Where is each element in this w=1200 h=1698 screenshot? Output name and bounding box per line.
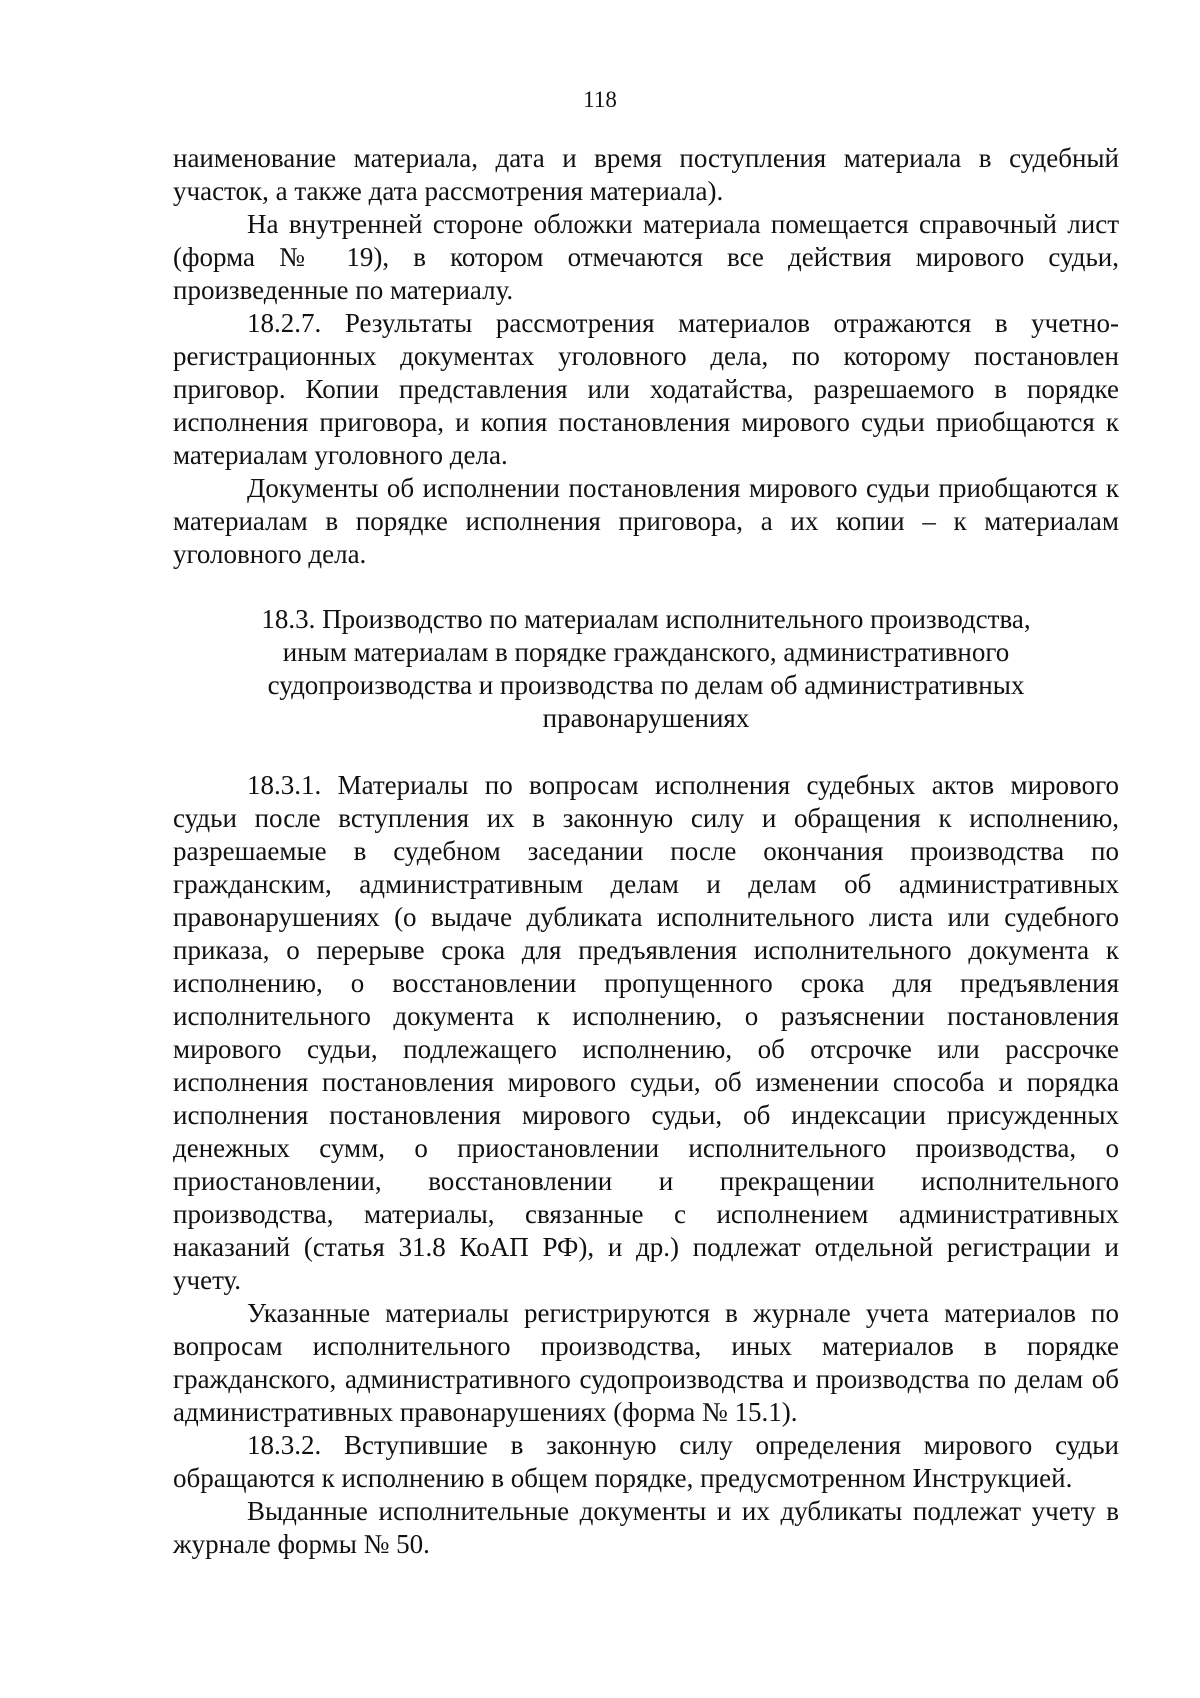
- spacer: [173, 571, 1119, 603]
- paragraph-18-3-1: 18.3.1. Материалы по вопросам исполнения судебных актов мирового судьи после вступления их в законную силу и обращения к исполнению, разрешаемые в судебном заседании после окончания производства по гражданским, административным делам и делам об административных правонарушениях (о выдаче дубликата исполнительного листа или судебного приказа, о перерыве срока для предъявления исполнительного документа к исполнению, о восстановлении пропущенного срока для предъявления исполнительного документа к исполнению, о разъяснении постановления мирового судьи, подлежащего исполнению, об отсрочке или рассрочке исполнения постановления мирового судьи, об изменении способа и порядка исполнения постановления мирового судьи, об индексации присужденных денежных сумм, о приостановлении исполнительного производства, о приостановлении, восстановлении и прекращении исполнительного производства, материалы, связанные с исполнением административных наказаний (статья 31.8 КоАП РФ), и др.) подлежат отдельной регистрации и учету.: [173, 770, 1119, 1295]
- section-heading-18-3: 18.3. Производство по материалам исполнительного производства, иным материалам в порядке гражданского, административного судопроизводства и производства по делам об административных правонарушениях: [261, 604, 1031, 733]
- document-body: [173, 142, 1119, 1561]
- paragraph-reference-sheet: На внутренней стороне обложки материала помещается справочный лист (форма № 19), в котором отмечаются все действия мирового судьи, произведенные по материалу.: [173, 209, 1119, 305]
- spacer: [173, 735, 1119, 769]
- paragraph-18-2-7: 18.2.7. Результаты рассмотрения материалов отражаются в учетно-регистрационных документах уголовного дела, по которому постановлен приговор. Копии представления или ходатайства, разрешаемого в порядке исполнения приговора, и копия постановления мирового судьи приобщаются к материалам уголовного дела.: [173, 308, 1119, 470]
- page-number: 118: [583, 87, 617, 112]
- paragraph-continuation: наименование материала, дата и время поступления материала в судебный участок, а также дата рассмотрения материала).: [173, 143, 1119, 206]
- paragraph-issued-documents: Выданные исполнительные документы и их дубликаты подлежат учету в журнале формы № 50.: [173, 1496, 1119, 1559]
- paragraph-18-3-2: 18.3.2. Вступившие в законную силу определения мирового судьи обращаются к исполнению в общем порядке, предусмотренном Инструкцией.: [173, 1430, 1119, 1493]
- paragraph-execution-documents: Документы об исполнении постановления мирового судьи приобщаются к материалам в порядке исполнения приговора, а их копии – к материалам уголовного дела.: [173, 473, 1119, 569]
- paragraph-registration-journal: Указанные материалы регистрируются в журнале учета материалов по вопросам исполнительного производства, иных материалов в порядке гражданского, административного судопроизводства и производства по делам об административных правонарушениях (форма № 15.1).: [173, 1298, 1119, 1427]
